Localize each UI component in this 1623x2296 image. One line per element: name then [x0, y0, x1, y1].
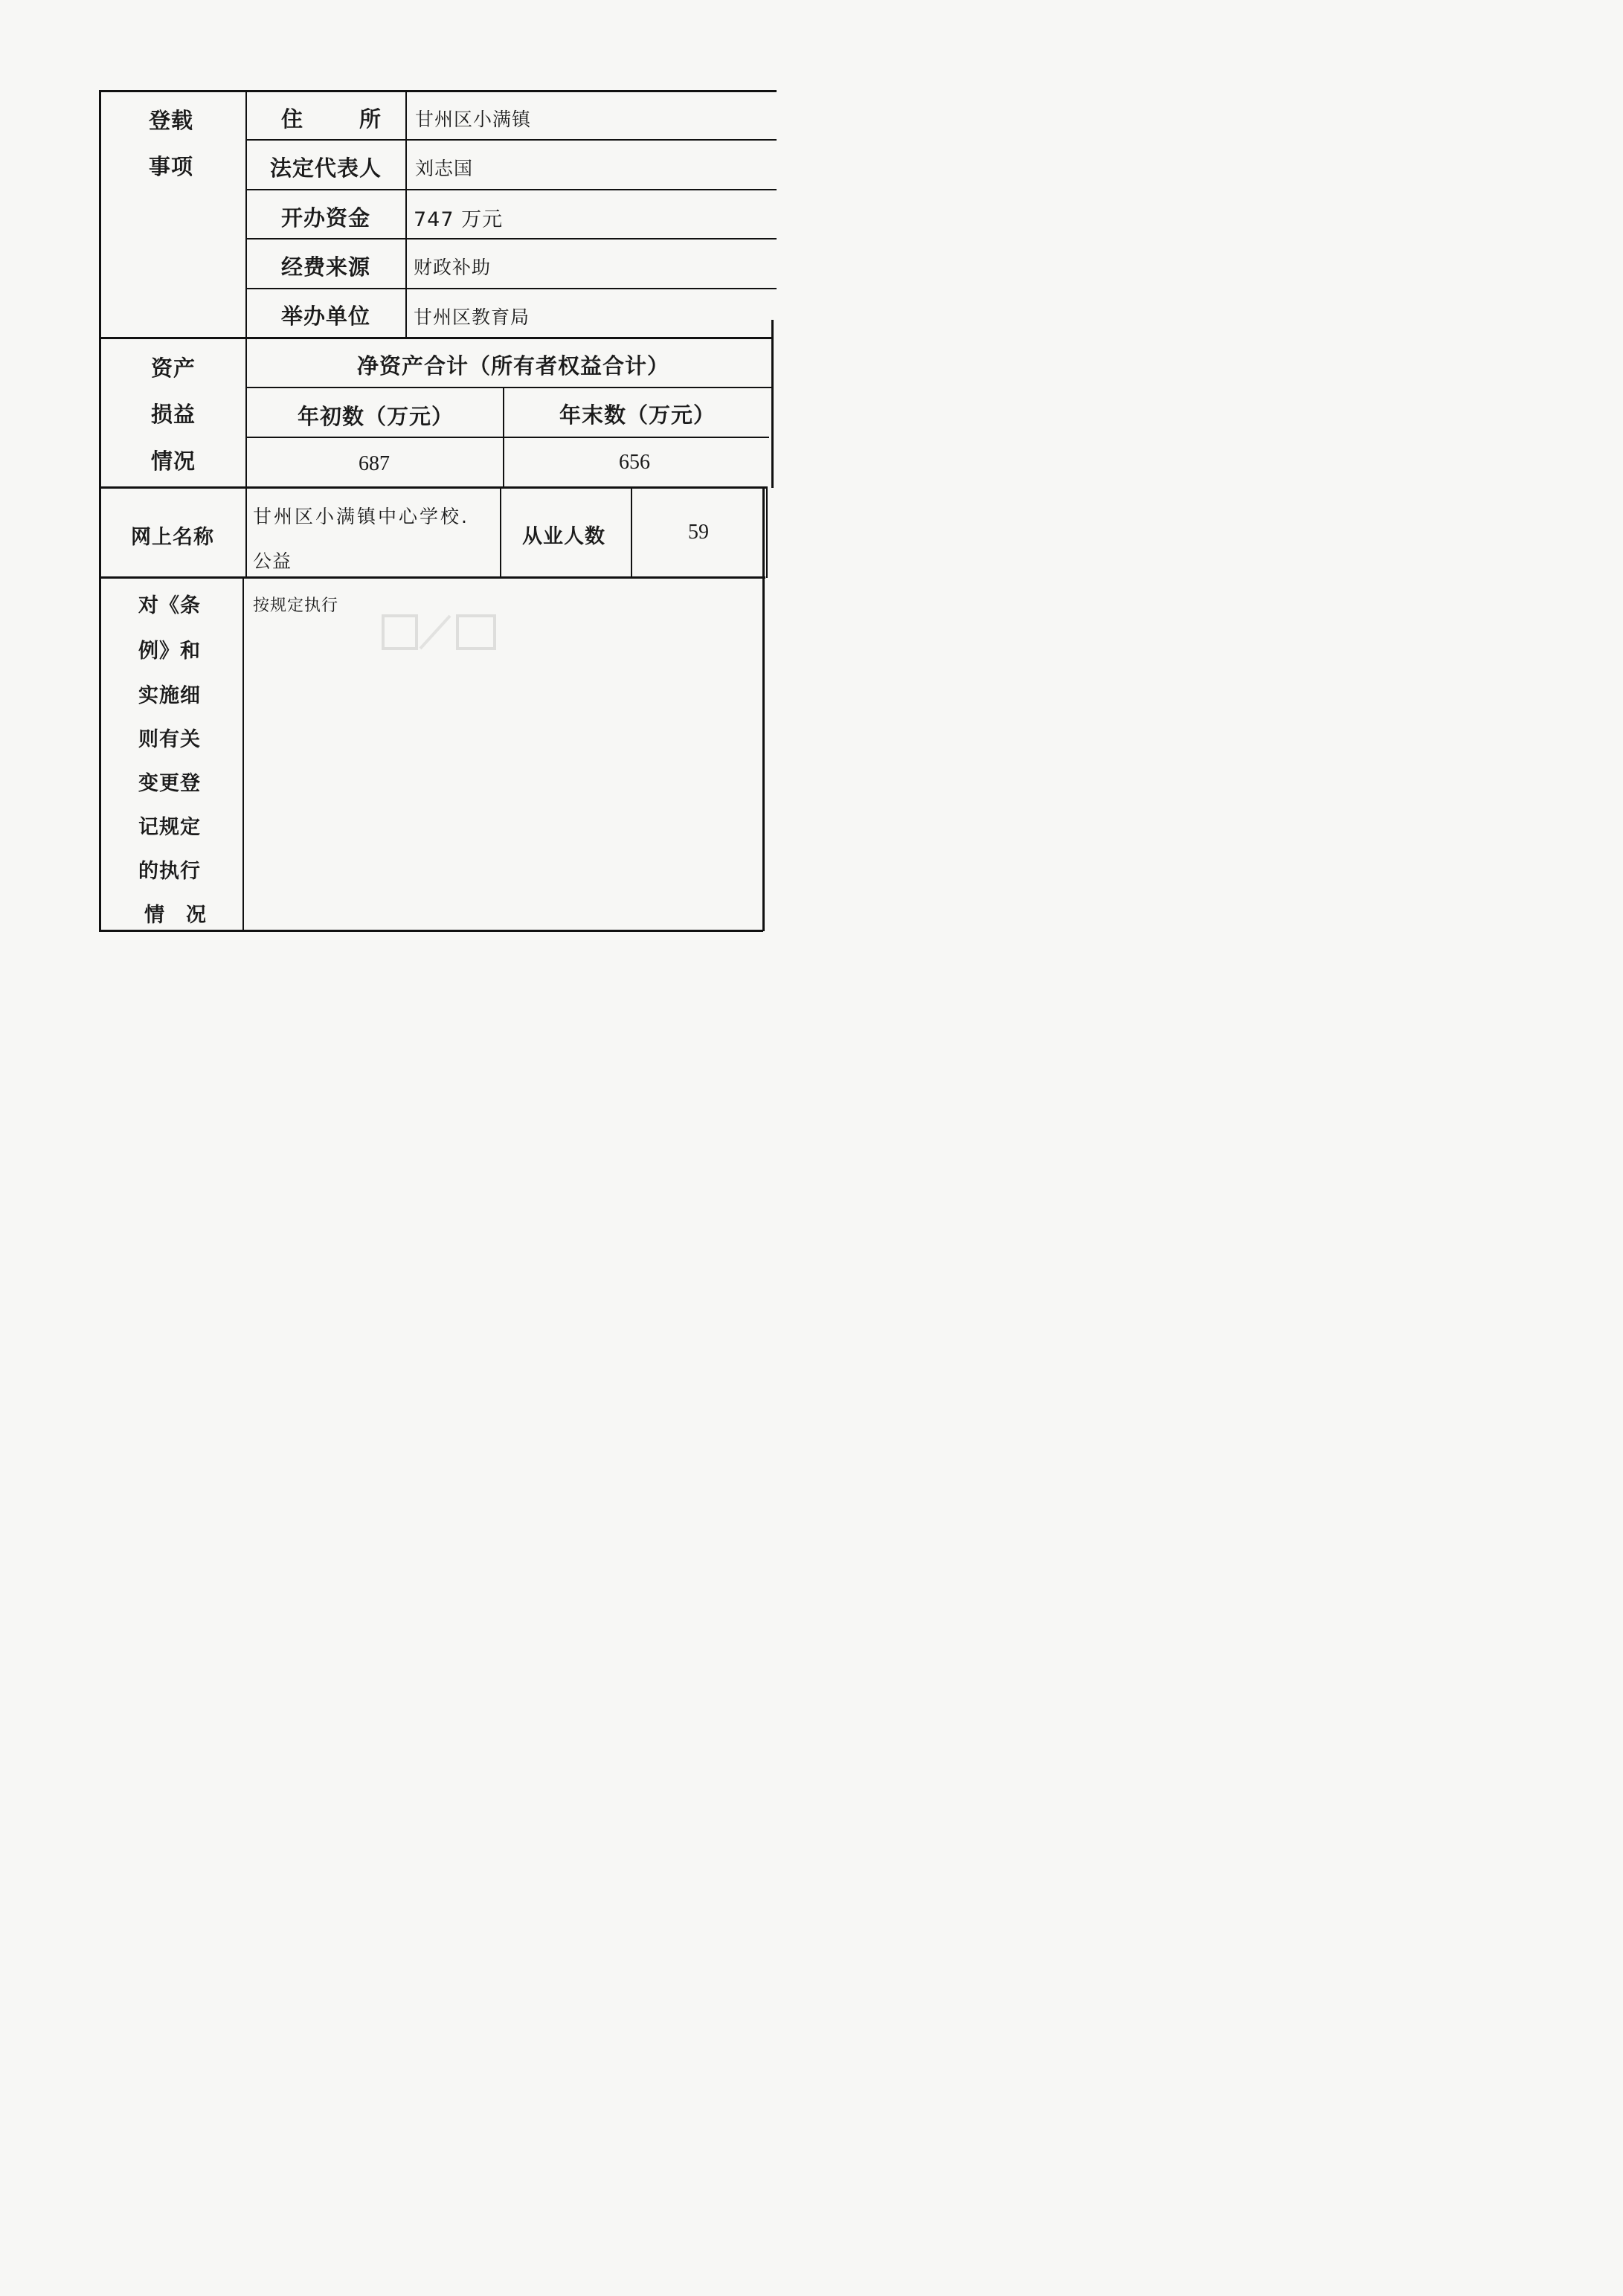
assets-cols-divider	[246, 437, 769, 438]
registration-form-page	[0, 0, 818, 1154]
section-divider-assets	[100, 337, 774, 339]
section-divider-compliance	[100, 576, 765, 579]
table-right-border-lower	[762, 487, 765, 931]
compliance-label-1: 对《条	[138, 594, 201, 617]
compliance-label-5: 变更登	[138, 772, 201, 795]
staff-count-value: 59	[688, 521, 709, 544]
compliance-label-6: 记规定	[138, 816, 201, 839]
funding-source-label: 经费来源	[281, 254, 371, 280]
row-divider-3	[246, 238, 777, 239]
assets-section-label-2: 损益	[151, 402, 196, 427]
online-mid-divider-2	[631, 487, 632, 578]
label-col-divider-lower	[242, 577, 244, 931]
registration-section-label-2: 事项	[149, 154, 194, 179]
online-name-value-line2: 公益	[253, 550, 292, 572]
compliance-label-7: 的执行	[138, 860, 201, 883]
stamp-shape-icon	[376, 610, 510, 655]
row-divider-4	[246, 288, 777, 289]
online-name-value-line1: 甘州区小满镇中心学校.	[253, 506, 469, 527]
funding-source-value: 财政补助	[414, 257, 492, 278]
address-label: 住 所	[281, 106, 386, 132]
begin-year-label: 年初数（万元）	[298, 404, 454, 429]
table-left-border	[99, 90, 101, 932]
table-right-border-assets	[771, 320, 774, 488]
capital-label: 开办资金	[281, 205, 371, 231]
registration-section-label-1: 登载	[149, 108, 194, 133]
begin-year-value: 687	[359, 452, 390, 475]
assets-header-divider	[246, 387, 771, 388]
online-name-label: 网上名称	[131, 526, 214, 549]
assets-section-label-1: 资产	[151, 356, 196, 381]
compliance-label-8: 情 况	[144, 904, 207, 927]
assets-section-label-3: 情况	[151, 448, 196, 474]
sponsor-label: 举办单位	[281, 303, 371, 329]
sponsor-value: 甘州区教育局	[414, 306, 530, 328]
legal-rep-label: 法定代表人	[270, 155, 382, 181]
staff-count-label: 从业人数	[522, 525, 605, 548]
faint-stamp-mark	[376, 610, 510, 655]
end-year-value: 656	[619, 451, 650, 474]
row-divider-1	[246, 139, 777, 141]
compliance-label-3: 实施细	[138, 684, 201, 707]
legal-rep-value: 刘志国	[415, 158, 474, 179]
row-divider-2	[246, 189, 777, 190]
address-value: 甘州区小满镇	[415, 109, 532, 130]
online-mid-divider-1	[500, 487, 501, 578]
value-col-divider	[405, 90, 407, 338]
online-right-border	[766, 487, 768, 578]
net-assets-header: 净资产合计（所有者权益合计）	[357, 353, 670, 379]
section-divider-online	[100, 486, 768, 489]
label-col-divider	[245, 90, 247, 579]
compliance-label-4: 则有关	[138, 728, 201, 751]
end-year-label: 年末数（万元）	[559, 402, 716, 428]
compliance-value: 按规定执行	[253, 596, 339, 615]
capital-value: 747 万元	[414, 208, 504, 231]
compliance-label-2: 例》和	[138, 640, 201, 663]
table-bottom-border	[99, 930, 763, 932]
table-top-border	[100, 90, 777, 92]
assets-mid-divider	[503, 388, 504, 488]
